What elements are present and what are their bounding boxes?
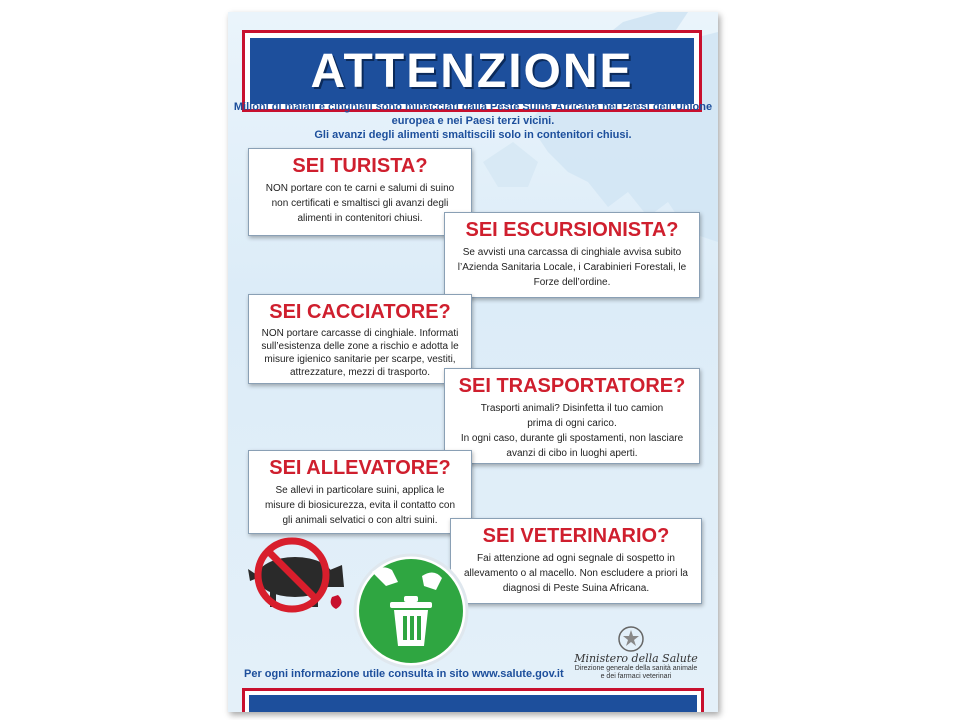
card-heading: SEI TRASPORTATORE?	[458, 375, 686, 397]
card-text	[453, 245, 691, 290]
card-line: In ogni caso, durante gli spostamenti, non lasciare	[460, 433, 684, 444]
card-veterinario	[450, 518, 702, 604]
footer-info: Per ogni informazione utile consulta in sito www.salute.gov.it	[244, 668, 564, 680]
card-text	[459, 551, 693, 596]
card-line: gli animali selvatici o con altri suini.	[282, 515, 438, 526]
card-line: non certificati e smaltisci gli avanzi degli	[271, 198, 449, 209]
title-banner	[250, 38, 694, 104]
card-cacciatore	[248, 294, 472, 384]
card-line: Trasporti animali? Disinfetta il tuo camion	[480, 403, 664, 414]
card-line: diagnosi di Peste Suina Africana.	[502, 583, 650, 594]
card-line: Se avvisti una carcassa di cinghiale avvisa subito	[462, 247, 682, 258]
poster	[228, 12, 718, 712]
card-line: NON portare con te carni e salumi di suino	[265, 183, 455, 194]
intro-line: europea e nei Paesi terzi vicini.	[391, 115, 555, 127]
intro-line: Gli avanzi degli alimenti smaltiscili solo in contenitori chiusi.	[314, 129, 632, 141]
intro-line: Milioni di maiali e cinghiali sono minacciati dalla Peste Suina Africana nei Paesi dell’Unione	[233, 101, 713, 113]
card-line: prima di ogni carico.	[527, 418, 617, 429]
card-text	[453, 401, 691, 461]
card-heading: SEI TURISTA?	[292, 155, 428, 177]
card-line: allevamento o al macello. Non escludere a priori la	[463, 568, 688, 579]
no-wild-boar-icon	[240, 537, 350, 617]
ministry-directorate: Direzione generale della sanità animale	[574, 665, 698, 672]
card-line: misure di biosicurezza, evita il contatto con	[264, 500, 456, 511]
card-heading: SEI ALLEVATORE?	[269, 457, 451, 479]
card-line: Fai attenzione ad ogni segnale di sospetto in	[477, 553, 675, 564]
card-line: avanzi di cibo in luoghi aperti.	[506, 448, 638, 459]
card-text	[257, 483, 463, 528]
trash-bin-icon	[352, 552, 470, 670]
card-line: sull’esistenza delle zone a rischio e adotta le	[261, 341, 459, 352]
bottom-banner-fill	[249, 695, 697, 712]
card-text	[257, 327, 463, 379]
intro-text	[232, 100, 714, 142]
card-line: Se allevi in particolare suini, applica le	[275, 485, 445, 496]
ministry-signature: Ministero della Salute	[574, 652, 698, 665]
card-allevatore	[248, 450, 472, 534]
card-text	[257, 181, 463, 226]
card-line: Forze dell’ordine.	[533, 277, 611, 288]
card-heading: SEI ESCURSIONISTA?	[465, 219, 679, 241]
card-escursionista	[444, 212, 700, 298]
card-trasportatore	[444, 368, 700, 464]
card-line: NON portare carcasse di cinghiale. Informati	[261, 328, 459, 339]
card-line: attrezzature, mezzi di trasporto.	[289, 367, 431, 378]
card-line: l’Azienda Sanitaria Locale, i Carabinieri Forestali, le	[457, 262, 687, 273]
card-heading: SEI VETERINARIO?	[482, 525, 670, 547]
card-turista	[248, 148, 472, 236]
card-heading: SEI CACCIATORE?	[269, 301, 451, 323]
ministry-block	[566, 624, 706, 681]
card-line: alimenti in contenitori chiusi.	[297, 213, 423, 224]
ministry-directorate: e dei farmaci veterinari	[600, 673, 672, 680]
bottom-banner	[242, 688, 704, 712]
poster-title: ATTENZIONE	[310, 44, 634, 98]
card-line: misure igienico sanitarie per scarpe, vestiti,	[264, 354, 456, 365]
